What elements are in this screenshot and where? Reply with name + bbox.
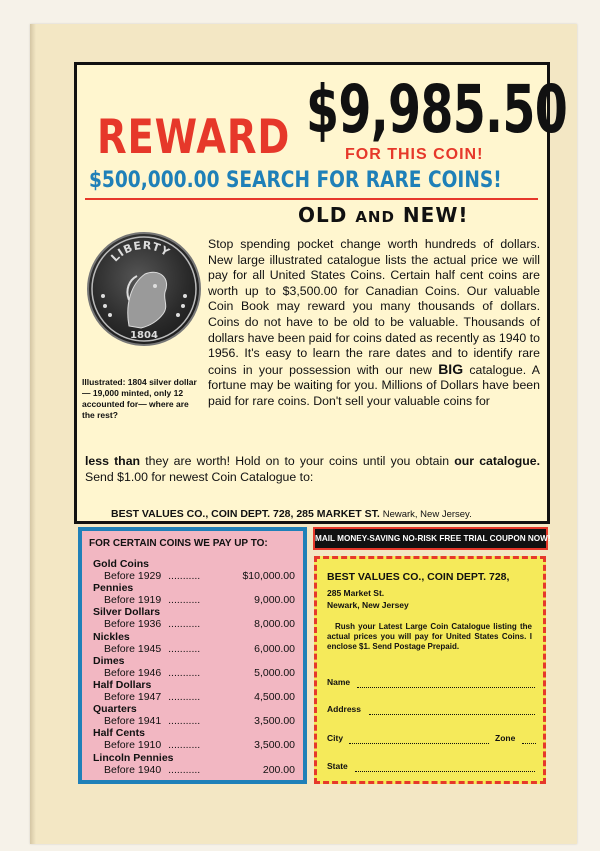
price-category: Half Dollars <box>93 678 152 691</box>
price-value: 8,000.00 <box>254 618 295 631</box>
address-main: BEST VALUES CO., COIN DEPT. 728, 285 MARKET ST. <box>111 508 380 520</box>
price-list-box <box>78 527 307 784</box>
price-row <box>93 570 295 582</box>
city-line[interactable] <box>349 735 489 744</box>
price-value: 9,000.00 <box>254 594 295 607</box>
price-list <box>93 558 295 776</box>
price-category: Quarters <box>93 703 137 716</box>
price-leader-dots: ........... <box>165 690 201 703</box>
price-leader-dots: ........... <box>165 642 201 655</box>
price-row <box>93 739 295 751</box>
headline-divider <box>85 198 538 200</box>
price-category: Lincoln Pennies <box>93 751 174 764</box>
state-label: State <box>327 761 348 771</box>
body-our-catalogue: our catalogue. <box>454 454 541 468</box>
coin-year: 1804 <box>130 330 158 341</box>
coupon-heading: BEST VALUES CO., COIN DEPT. 728, <box>327 571 510 583</box>
price-value: 6,000.00 <box>254 642 295 655</box>
reward-subheading: FOR THIS COIN! <box>345 146 484 163</box>
and-word: AND <box>355 208 395 226</box>
price-date: Before 1910 <box>104 739 162 752</box>
ad-body-tail <box>85 454 540 485</box>
price-row <box>93 667 295 679</box>
old-and-new-heading <box>298 203 469 227</box>
mail-coupon-banner: MAIL MONEY-SAVING NO-RISK FREE TRIAL COUPON NOW! <box>313 527 548 550</box>
price-row <box>93 618 295 630</box>
address-line[interactable] <box>369 706 535 715</box>
svg-text:LIBERTY <box>108 239 172 265</box>
price-leader-dots: ........... <box>165 594 201 607</box>
coin-advertisement <box>74 62 568 524</box>
price-row <box>93 594 295 606</box>
price-date: Before 1940 <box>104 763 162 776</box>
price-date: Before 1946 <box>104 666 162 679</box>
price-category: Gold Coins <box>93 558 149 570</box>
price-category: Dimes <box>93 654 125 667</box>
state-field[interactable] <box>327 761 348 771</box>
body-big-word: BIG <box>438 360 464 377</box>
price-leader-dots: ........... <box>165 715 201 728</box>
body-part-2: catalogue. A fortune may be waiting for you. Millions of Dollars have been paid for rare coins. Don't sell your valuable coins for <box>208 362 540 408</box>
body-part-4: Send $1.00 for newest Coin Catalogue to: <box>85 469 314 484</box>
price-row <box>93 715 295 727</box>
price-list-heading: FOR CERTAIN COINS WE PAY UP TO: <box>89 538 268 549</box>
coupon-street: 285 Market St. <box>327 588 385 598</box>
price-row <box>93 764 295 776</box>
price-category: Pennies <box>93 582 134 595</box>
coin-icon <box>89 234 199 344</box>
price-value: 5,000.00 <box>254 666 295 679</box>
price-value: 200.00 <box>262 763 295 776</box>
name-label: Name <box>327 677 351 687</box>
order-coupon <box>314 556 546 784</box>
coupon-city: Newark, New Jersey <box>327 600 409 610</box>
price-date: Before 1947 <box>104 690 162 703</box>
price-value: 3,500.00 <box>254 739 295 752</box>
spine-shadow <box>30 24 36 844</box>
body-part-3: they are worth! Hold on to your coins until you obtain <box>145 454 450 468</box>
ad-body-text <box>208 237 540 410</box>
address-label: Address <box>327 704 362 714</box>
state-line[interactable] <box>355 763 535 772</box>
price-date: Before 1945 <box>104 642 162 655</box>
price-category: Half Cents <box>93 727 145 740</box>
city-label: City <box>327 733 344 743</box>
price-date: Before 1919 <box>104 594 162 607</box>
price-leader-dots: ........... <box>165 763 201 776</box>
zone-label: Zone <box>495 733 516 743</box>
coin-legend: LIBERTY <box>108 238 173 265</box>
price-value: 3,500.00 <box>254 715 295 728</box>
zone-line[interactable] <box>522 735 536 744</box>
name-line[interactable] <box>357 679 535 688</box>
body-less-than: less than <box>85 454 141 468</box>
price-leader-dots: ........... <box>165 666 201 679</box>
price-value: $10,000.00 <box>242 570 295 582</box>
price-category: Silver Dollars <box>93 606 161 619</box>
mailing-address <box>111 508 472 520</box>
price-leader-dots: ........... <box>165 618 201 631</box>
body-part-1: Stop spending pocket change worth hundreds of dollars. New large illustrated catalogue lists the actual price we will pay for all United States Coins. Certain half cent coins are worth up to $3,500.00 for Canadian Coins. Our valuable Coin Book may reward you many thousands of dollars. Coins do not have to be old to be valuable. Thousands of dollars have been paid for coins dated as recently as 1940 to 1956. It's easy to learn the rare dates and to identify rare coins in your possession with our new <box>208 237 540 377</box>
coin-caption: Illustrated: 1804 silver dollar — 19,000 minted, only 12 accounted for— where are the rest? <box>82 377 197 420</box>
old-word: OLD <box>298 203 348 227</box>
address-field[interactable] <box>327 704 361 714</box>
reward-headline: REWARD <box>97 110 291 165</box>
price-date: Before 1929 <box>104 570 162 582</box>
name-field[interactable] <box>327 677 350 687</box>
silver-dollar-coin-image <box>87 232 201 346</box>
price-date: Before 1936 <box>104 618 162 631</box>
coupon-body-text: Rush your Latest Large Coin Catalogue listing the actual prices you will pay for United States Coins. I enclose $1. Send Postage Prepaid. <box>327 622 532 651</box>
price-leader-dots: ........... <box>165 739 201 752</box>
address-city: Newark, New Jersey. <box>382 509 472 520</box>
coupon-address <box>327 587 409 611</box>
search-headline: $500,000.00 SEARCH FOR RARE COINS! <box>89 168 502 193</box>
reward-amount: $9,985.50 <box>306 71 568 148</box>
price-leader-dots: ........... <box>165 570 201 582</box>
new-word: NEW! <box>402 203 469 227</box>
price-date: Before 1941 <box>104 715 162 728</box>
price-row <box>93 643 295 655</box>
price-row <box>93 691 295 703</box>
price-category: Nickles <box>93 630 130 643</box>
city-field[interactable] <box>327 733 539 743</box>
price-value: 4,500.00 <box>254 690 295 703</box>
